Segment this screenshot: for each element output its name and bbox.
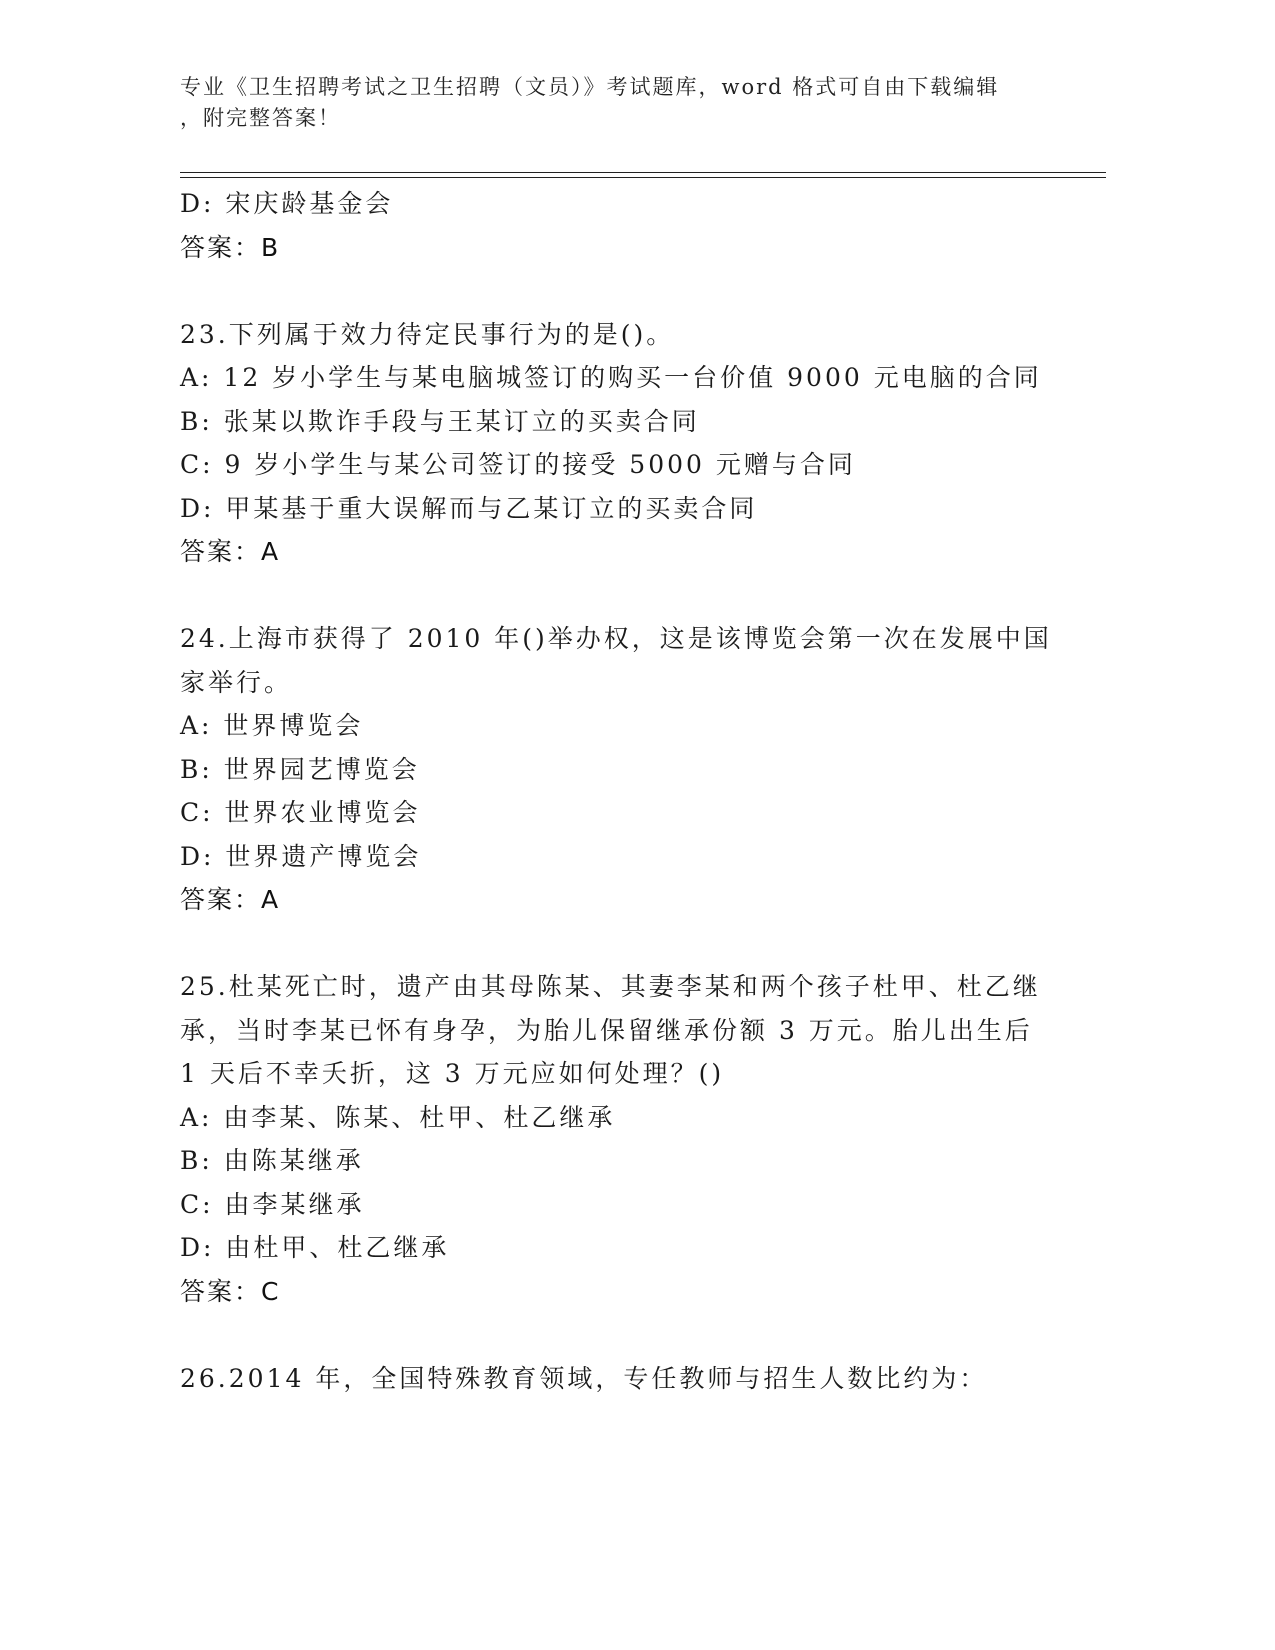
question-stem: 24.上海市获得了 2010 年()举办权，这是该博览会第一次在发展中国 (180, 624, 1052, 653)
spacer (180, 574, 1080, 618)
option-b: B: 张某以欺诈手段与王某订立的买卖合同 (180, 406, 700, 436)
option-c: C: 由李某继承 (180, 1189, 365, 1219)
spacer (180, 269, 1080, 313)
answer: 答案：A (180, 537, 281, 566)
option-d: D: 由杜甲、杜乙继承 (180, 1233, 450, 1262)
option-a: A: 12 岁小学生与某电脑城签订的购买一台价值 9000 元电脑的合同 (180, 363, 1042, 392)
header-divider-bottom (180, 177, 1106, 178)
question-content (180, 182, 1080, 1400)
spacer (180, 1313, 1080, 1357)
question-stem: 家举行。 (180, 667, 293, 697)
question-stem: 承，当时李某已怀有身孕，为胎儿保留继承份额 3 万元。胎儿出生后 (180, 1015, 1033, 1045)
option-c: C: 9 岁小学生与某公司签订的接受 5000 元赠与合同 (180, 450, 856, 479)
option-b: B: 由陈某继承 (180, 1146, 364, 1175)
question-stem: 25.杜某死亡时，遗产由其母陈某、其妻李某和两个孩子杜甲、杜乙继 (180, 972, 1041, 1001)
answer: 答案：A (180, 885, 281, 914)
header-line-1: 专业《卫生招聘考试之卫生招聘（文员）》考试题库，word 格式可自由下载编辑 (180, 75, 1000, 99)
option-b: B: 世界园艺博览会 (180, 754, 420, 784)
question-24 (180, 617, 1080, 922)
page-header (180, 72, 1050, 134)
option-a: A: 世界博览会 (180, 711, 364, 740)
option-d: D: 世界遗产博览会 (180, 841, 422, 871)
option-c: C: 世界农业博览会 (180, 798, 421, 827)
question-23 (180, 313, 1080, 574)
question-stem: 26.2014 年，全国特殊教育领域，专任教师与招生人数比约为： (180, 1363, 988, 1393)
question-25 (180, 965, 1080, 1313)
question-stem: 1 天后不幸夭折，这 3 万元应如何处理？() (180, 1059, 725, 1088)
spacer (180, 922, 1080, 966)
option-a: A: 由李某、陈某、杜甲、杜乙继承 (180, 1102, 616, 1132)
header-divider-top (180, 172, 1106, 173)
header-line-2: ，附完整答案！ (180, 106, 341, 130)
prev-option-d: D: 宋庆龄基金会 (180, 189, 394, 218)
option-d: D: 甲某基于重大误解而与乙某订立的买卖合同 (180, 493, 758, 523)
question-stem: 23.下列属于效力待定民事行为的是()。 (180, 319, 675, 349)
question-26 (180, 1357, 1080, 1401)
prev-answer: 答案：B (180, 232, 281, 262)
answer: 答案：C (180, 1276, 281, 1306)
